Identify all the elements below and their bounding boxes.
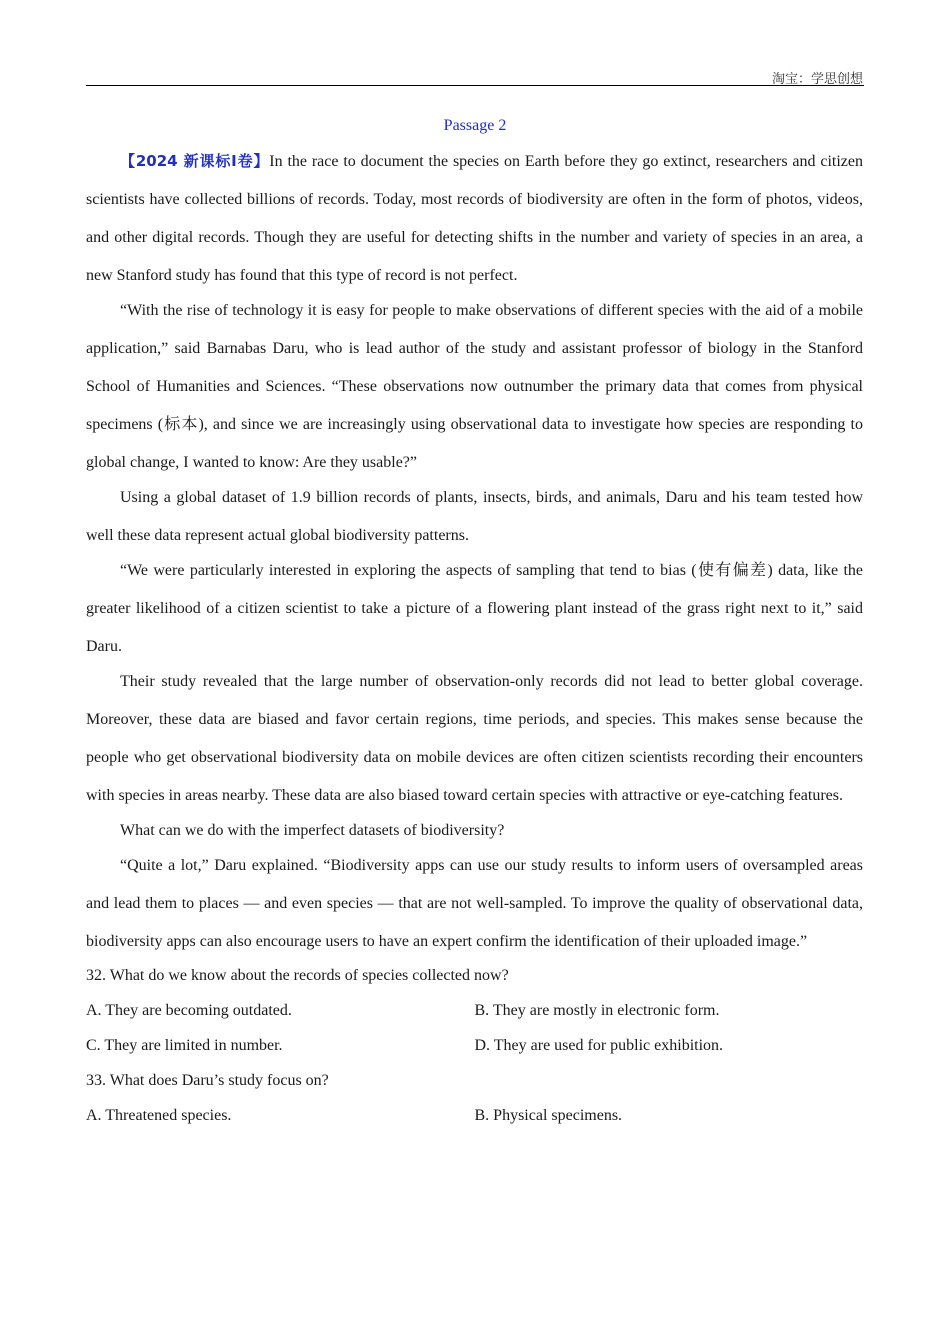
passage-body	[86, 142, 863, 1133]
option-b: B. They are mostly in electronic form.	[474, 1002, 720, 1019]
question-32-stem: 32. What do we know about the records of species collected now?	[86, 967, 509, 984]
question-33-stem: 33. What does Daru’s study focus on?	[86, 1072, 329, 1089]
option-d: D. They are used for public exhibition.	[474, 1037, 724, 1054]
source-tag: 【2024 新课标Ⅰ卷】	[120, 152, 270, 170]
question-32-options-row-1	[86, 993, 863, 1028]
option-c: C. They are limited in number.	[86, 1037, 283, 1054]
header-shop-label: 淘宝：学思创想	[771, 72, 863, 87]
option-a: A. They are becoming outdated.	[86, 1002, 292, 1019]
question-32-options-row-2	[86, 1028, 863, 1063]
paragraph-7: “Quite a lot,” Daru explained. “Biodiversity apps can use our study results to inform users of oversampled areas and lead them to places — and even species — that are not well-sampled. To improve the quality of observational data, biodiversity apps can also encourage users to have an expert confirm the identification of their uploaded image.”	[86, 857, 863, 950]
paragraph-3: Using a global dataset of 1.9 billion records of plants, insects, birds, and animals, Daru and his team tested how well these data represent actual global biodiversity patterns.	[86, 489, 863, 544]
paragraph-4: “We were particularly interested in exploring the aspects of sampling that tend to bias (使有偏差) data, like the greater likelihood of a citizen scientist to take a picture of a flowering plant instead of the grass right next to it,” said Daru.	[86, 562, 863, 655]
header-divider	[86, 85, 864, 86]
paragraph-6: What can we do with the imperfect datasets of biodiversity?	[120, 822, 505, 839]
option-b: B. Physical specimens.	[474, 1107, 623, 1124]
passage-title: Passage 2	[443, 117, 507, 134]
option-a: A. Threatened species.	[86, 1107, 232, 1124]
question-33-options-row-1	[86, 1098, 863, 1133]
paragraph-2: “With the rise of technology it is easy for people to make observations of different species with the aid of a mobile application,” said Barnabas Daru, who is lead author of the study and assistant professor of biology in the Stanford School of Humanities and Sciences. “These observations now outnumber the primary data that comes from physical specimens (标本), and since we are increasingly using observational data to investigate how species are responding to global change, I wanted to know: Are they usable?”	[86, 302, 863, 471]
paragraph-1	[86, 142, 863, 295]
paragraph-5: Their study revealed that the large number of observation-only records did not lead to better global coverage. Moreover, these data are biased and favor certain regions, time periods, and species. This makes sense because the people who get observational biodiversity data on mobile devices are often citizen scientists recording their encounters with species in areas nearby. These data are also biased toward certain species with attractive or eye-catching features.	[86, 673, 863, 804]
paragraph-text: In the race to document the species on Earth before they go extinct, researchers and citizen scientists have collected billions of records. Today, most records of biodiversity are often in the form of photos, videos, and other digital records. Though they are useful for detecting shifts in the number and variety of species in an area, a new Stanford study has found that this type of record is not perfect.	[86, 153, 864, 284]
